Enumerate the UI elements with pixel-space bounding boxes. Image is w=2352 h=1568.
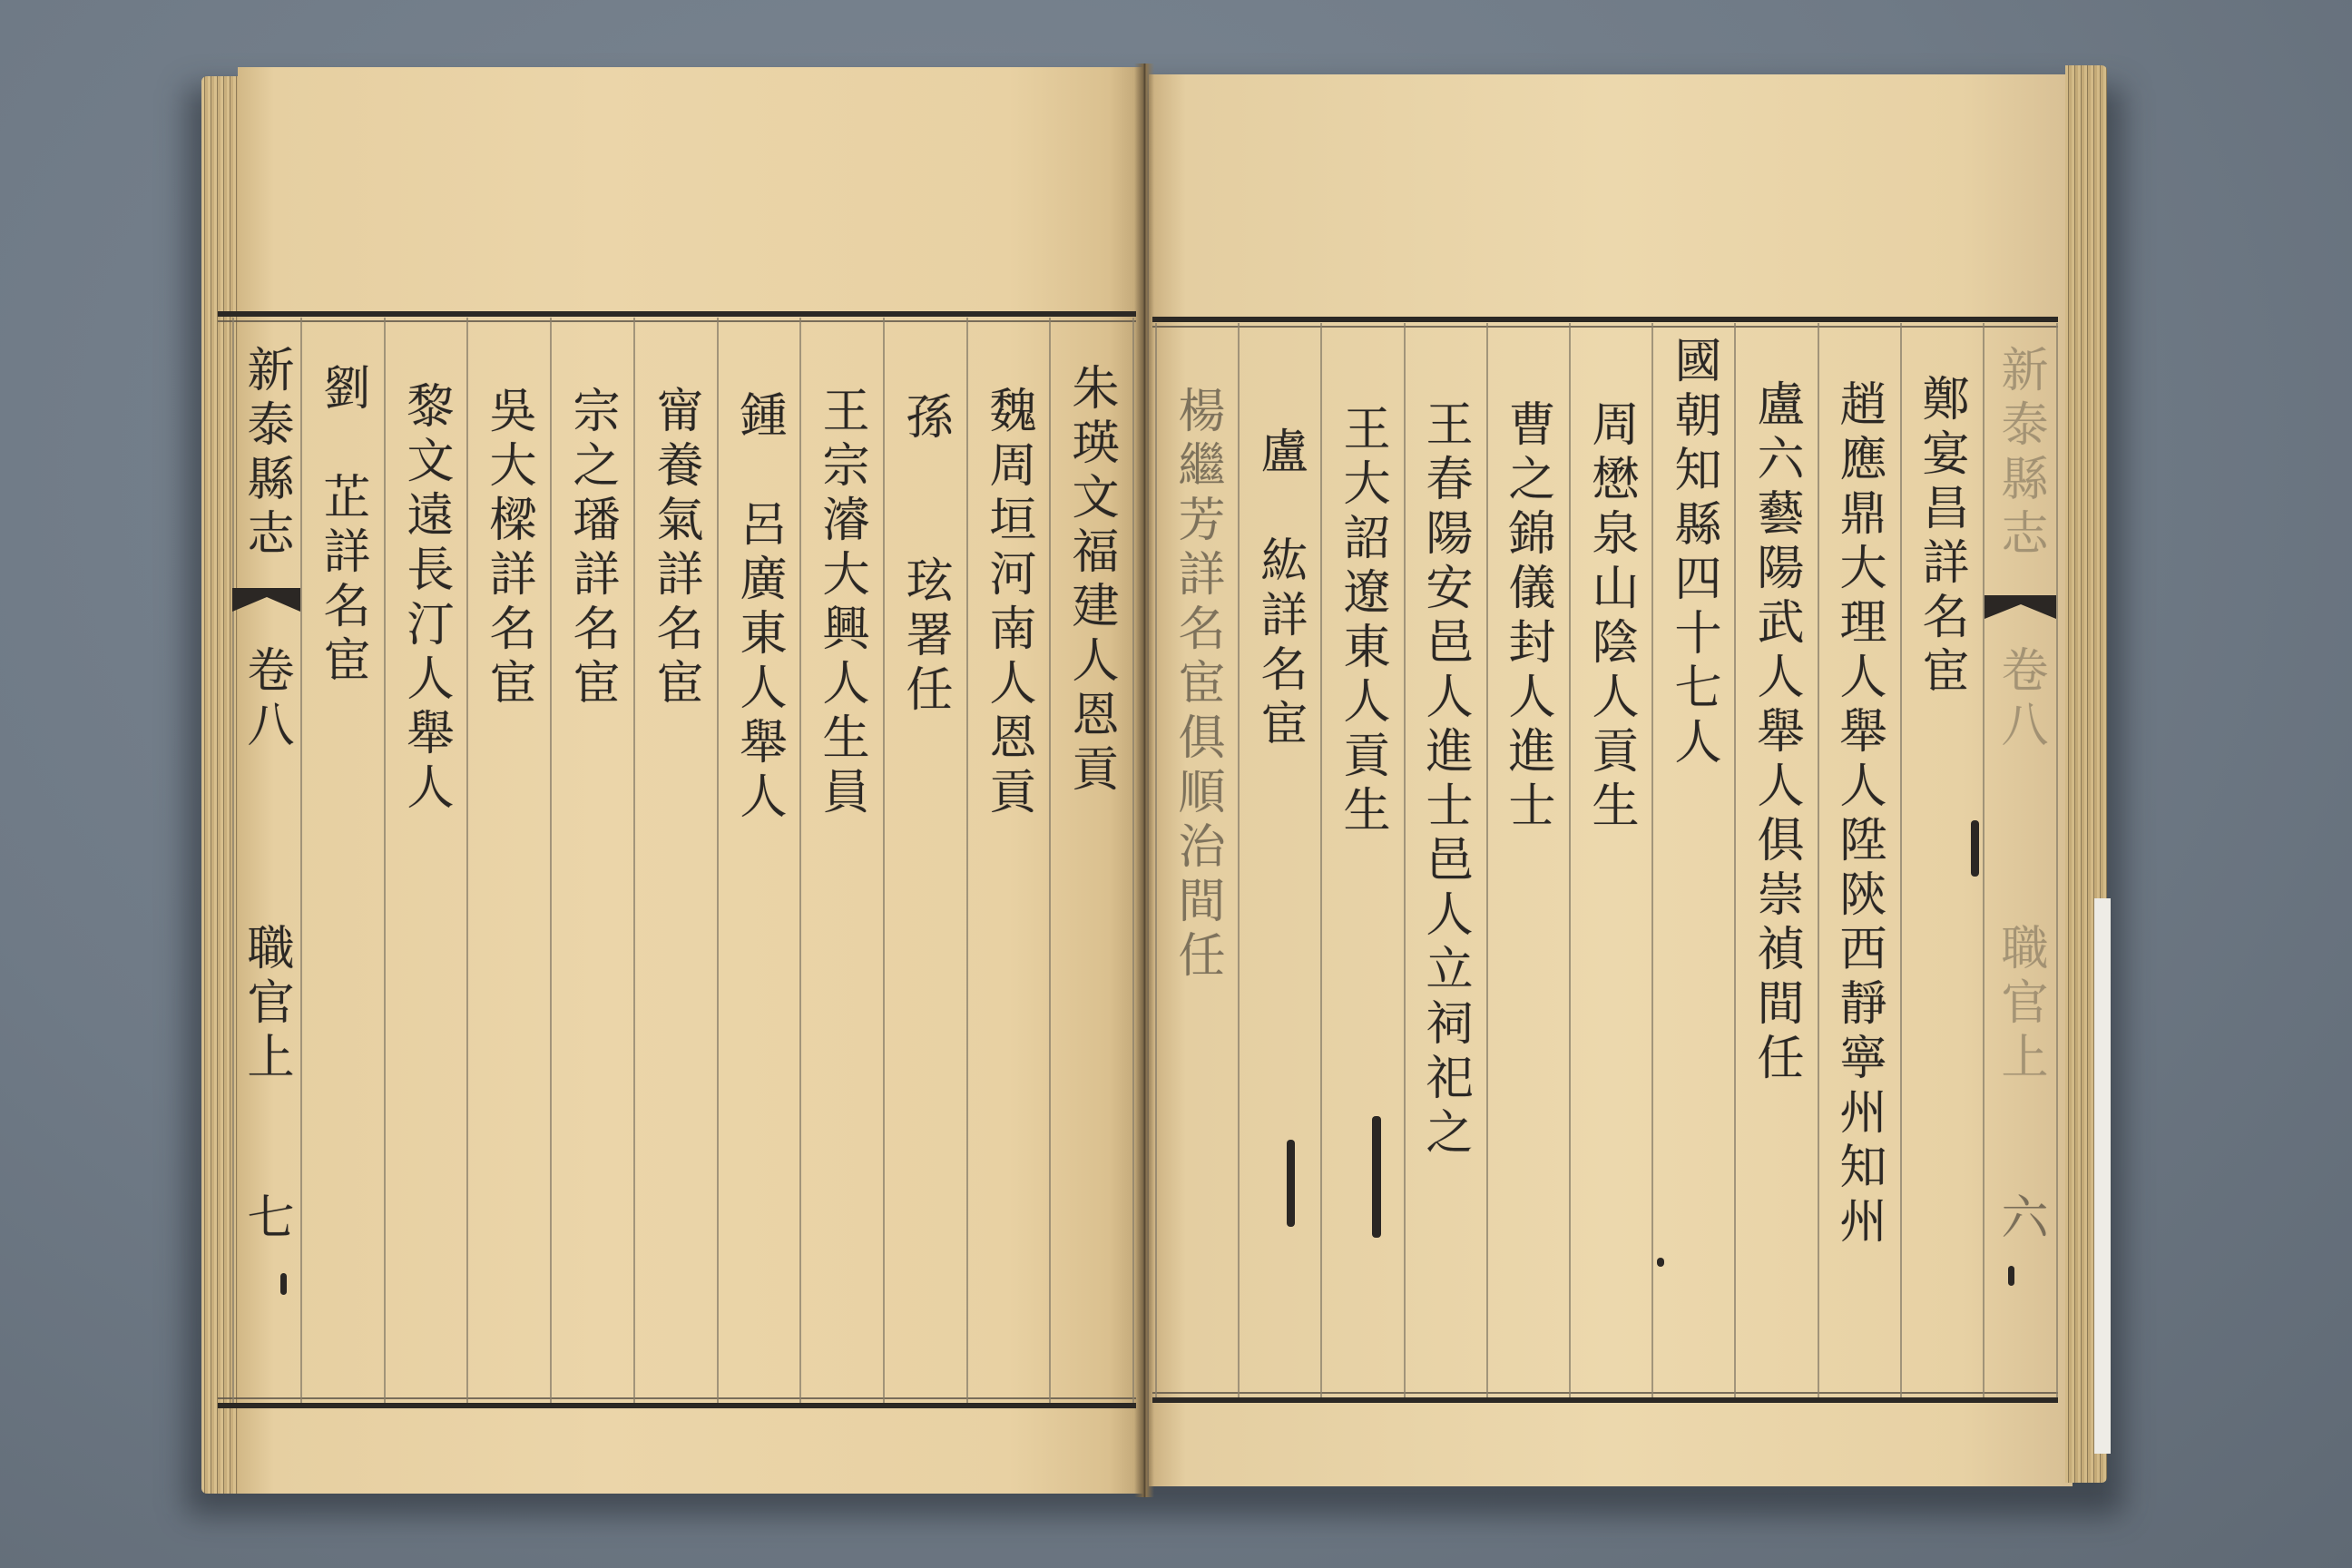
book-gutter [1134, 64, 1154, 1497]
right-column-rule [1651, 323, 1653, 1397]
right-column-rule [1734, 323, 1736, 1397]
left-entry-column-2: 魏周垣河南人恩貢 [981, 386, 1035, 821]
right-column-rule [1900, 323, 1902, 1397]
left-margin-volume: 卷八 [239, 645, 293, 754]
left-column-rule [966, 318, 968, 1403]
ink-blot [280, 1273, 287, 1295]
right-column-rule [1238, 323, 1240, 1397]
left-margin-title: 新泰縣志 [239, 345, 293, 563]
ink-stroke [1287, 1140, 1295, 1227]
right-column-rule [1155, 323, 1157, 1397]
ink-dot [1657, 1258, 1664, 1267]
right-entry-column-5: 周懋泉山陰人貢生 [1583, 399, 1638, 835]
right-entry-column-1: 鄭宴昌詳名宦 [1914, 374, 1968, 701]
right-entry-column-7: 王春陽安邑人進士邑人立祠祀之 [1417, 399, 1472, 1161]
left-entry-column-1: 朱瑛文福建人恩貢 [1063, 363, 1118, 799]
left-frame-bottom-inner-line [218, 1397, 1136, 1399]
paper-slip [2094, 898, 2111, 1454]
right-entry-column-4: 國朝知縣四十七人 [1666, 336, 1720, 771]
left-column-rule [300, 318, 302, 1403]
left-entry-column-10: 劉 芷詳名宦 [315, 363, 369, 690]
right-margin-folio: 六 [1993, 1192, 2047, 1247]
right-column-rule [1569, 323, 1571, 1397]
right-column-rule [2056, 323, 2058, 1397]
right-entry-column-8: 王大詔遼東人貢生 [1335, 404, 1389, 839]
right-column-rule [1404, 323, 1406, 1397]
left-entry-column-9: 黎文遠長汀人舉人 [398, 381, 453, 817]
left-fish-tail-mark [232, 588, 300, 619]
right-margin-title: 新泰縣志 [1993, 345, 2047, 563]
right-column-rule [1320, 323, 1322, 1397]
left-margin-section: 職官上 [239, 923, 293, 1086]
left-entry-column-5: 鍾 呂廣東人舉人 [731, 390, 786, 826]
right-frame-bottom-inner-line [1152, 1392, 2058, 1394]
right-column-rule [1486, 323, 1488, 1397]
left-column-rule [633, 318, 635, 1403]
right-margin-section: 職官上 [1993, 923, 2047, 1086]
right-entry-column-9: 盧 紘詳名宦 [1252, 426, 1307, 753]
right-entry-column-6: 曹之錦儀封人進士 [1500, 399, 1554, 835]
ink-stroke [1372, 1116, 1381, 1238]
right-column-rule [1983, 323, 1984, 1397]
left-entry-column-8: 吳大樑詳名宦 [481, 386, 535, 712]
left-column-rule [799, 318, 801, 1403]
left-entry-column-4: 王宗濬大興人生員 [814, 386, 868, 821]
right-entry-column-2: 趙應鼎大理人舉人陞陝西靜寧州知州 [1831, 379, 1886, 1250]
left-entry-column-7: 宗之璠詳名宦 [564, 386, 619, 712]
right-column-rule [1818, 323, 1819, 1397]
left-column-rule [466, 318, 468, 1403]
right-frame-top-inner-line [1152, 326, 2058, 328]
left-column-rule [1132, 318, 1134, 1403]
left-margin-folio: 七 [239, 1192, 293, 1247]
right-fish-tail-mark [1984, 595, 2056, 626]
right-entry-column-10: 楊繼芳詳名宦俱順治間任 [1170, 386, 1224, 985]
ink-blot [2008, 1266, 2014, 1286]
right-frame-top-border [1152, 317, 2058, 322]
left-frame-top-border [218, 311, 1136, 317]
left-frame-top-inner-line [218, 320, 1136, 322]
left-frame-bottom-border [218, 1403, 1136, 1408]
left-column-rule [232, 318, 234, 1403]
left-column-rule [717, 318, 719, 1403]
left-entry-column-6: 甯養氣詳名宦 [648, 386, 702, 712]
right-margin-volume: 卷八 [1993, 645, 2047, 754]
left-column-rule [384, 318, 386, 1403]
left-column-rule [550, 318, 552, 1403]
right-frame-bottom-border [1152, 1397, 2058, 1403]
left-entry-column-3: 孫 玹署任 [897, 392, 952, 719]
ink-stroke [1971, 820, 1979, 877]
left-column-rule [1049, 318, 1051, 1403]
right-entry-column-3: 盧六藝陽武人舉人俱崇禎間任 [1749, 379, 1803, 1087]
left-column-rule [883, 318, 885, 1403]
